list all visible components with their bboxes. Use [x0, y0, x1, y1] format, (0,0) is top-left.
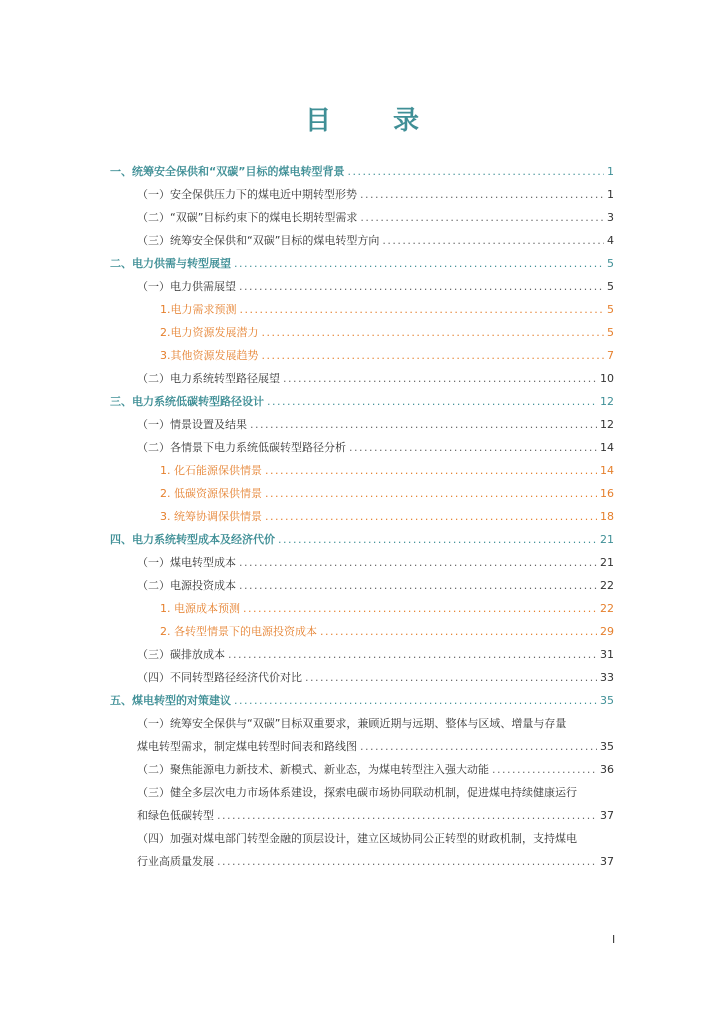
leader-dots: [262, 326, 605, 339]
leader-dots: [265, 464, 597, 477]
toc-entry-section-4[interactable]: 四、电力系统转型成本及经济代价 ..... 21: [110, 531, 614, 548]
toc-entry-4-1[interactable]: （一）煤电转型成本 ..... 21: [137, 554, 614, 571]
toc-entry-4-4[interactable]: （四）不同转型路径经济代价对比 ..... 33: [137, 669, 614, 686]
leader-dots: [239, 579, 597, 592]
toc-entry-section-1[interactable]: 一、统筹安全保供和“双碳”目标的煤电转型背景 ..... 1: [110, 163, 614, 180]
leader-dots: [283, 372, 597, 385]
toc-entry-5-2[interactable]: （二）聚焦能源电力新技术、新模式、新业态，为煤电转型注入强大动能 ..... 36: [137, 761, 614, 778]
toc-entry-1-1[interactable]: （一）安全保供压力下的煤电近中期转型形势 ..... 1: [137, 186, 614, 203]
page-number: I: [612, 933, 616, 946]
leader-dots: [360, 188, 604, 201]
leader-dots: [492, 763, 597, 776]
leader-dots: [265, 510, 597, 523]
toc-entry-1-3[interactable]: （三）统筹安全保供和“双碳”目标的煤电转型方向 ..... 4: [137, 232, 614, 249]
toc-entry-2-1[interactable]: （一）电力供需展望 ..... 5: [137, 278, 614, 295]
toc-entry-3-2-3[interactable]: 3. 统筹协调保供情景 ..... 18: [160, 508, 614, 525]
toc-entry-3-2[interactable]: （二）各情景下电力系统低碳转型路径分析 ..... 14: [137, 439, 614, 456]
toc-entry-3-2-1[interactable]: 1. 化石能源保供情景 ..... 14: [160, 462, 614, 479]
toc-entry-4-2-2[interactable]: 2. 各转型情景下的电源投资成本 ..... 29: [160, 623, 614, 640]
toc-entry-section-2[interactable]: 二、电力供需与转型展望 ..... 5: [110, 255, 614, 272]
toc-entry-2-1-3[interactable]: 3.其他资源发展趋势 ..... 7: [160, 347, 614, 364]
leader-dots: [320, 625, 597, 638]
leader-dots: [265, 487, 597, 500]
toc-entry-1-2[interactable]: （二）“双碳”目标约束下的煤电长期转型需求 ..... 3: [137, 209, 614, 226]
leader-dots: [250, 418, 597, 431]
leader-dots: [234, 257, 604, 270]
leader-dots: [305, 671, 597, 684]
toc-entry-4-2[interactable]: （二）电源投资成本 ..... 22: [137, 577, 614, 594]
toc-entry-5-4[interactable]: 行业高质量发展 ..... 37: [137, 853, 614, 870]
toc-entry-2-1-1[interactable]: 1.电力需求预测 ..... 5: [160, 301, 614, 318]
toc-entry-4-3[interactable]: （三）碳排放成本 ..... 31: [137, 646, 614, 663]
toc-entry-section-5[interactable]: 五、煤电转型的对策建议 ..... 35: [110, 692, 614, 709]
toc-entry-4-2-1[interactable]: 1. 电源成本预测 ..... 22: [160, 600, 614, 617]
leader-dots: [217, 809, 597, 822]
leader-dots: [347, 165, 604, 178]
leader-dots: [240, 303, 605, 316]
toc-entry-2-1-2[interactable]: 2.电力资源发展潜力 ..... 5: [160, 324, 614, 341]
toc-entry-5-1[interactable]: 煤电转型需求，制定煤电转型时间表和路线图 ..... 35: [137, 738, 614, 755]
toc-entry-section-3[interactable]: 三、电力系统低碳转型路径设计 ..... 12: [110, 393, 614, 410]
toc-entry-5-4-line1[interactable]: （四）加强对煤电部门转型金融的顶层设计，建立区域协同公正转型的财政机制，支持煤电: [137, 832, 577, 845]
leader-dots: [360, 211, 604, 224]
leader-dots: [243, 602, 597, 615]
toc-entry-5-3[interactable]: 和绿色低碳转型 ..... 37: [137, 807, 614, 824]
leader-dots: [239, 280, 604, 293]
leader-dots: [228, 648, 597, 661]
leader-dots: [278, 533, 597, 546]
toc-entry-5-3-line1[interactable]: （三）健全多层次电力市场体系建设，探索电碳市场协同联动机制，促进煤电持续健康运行: [137, 786, 577, 799]
leader-dots: [217, 855, 597, 868]
leader-dots: [262, 349, 605, 362]
toc-entry-3-1[interactable]: （一）情景设置及结果 ..... 12: [137, 416, 614, 433]
leader-dots: [382, 234, 604, 247]
leader-dots: [239, 556, 597, 569]
toc-entry-2-2[interactable]: （二）电力系统转型路径展望 ..... 10: [137, 370, 614, 387]
toc-entry-3-2-2[interactable]: 2. 低碳资源保供情景 ..... 16: [160, 485, 614, 502]
leader-dots: [234, 694, 597, 707]
leader-dots: [360, 740, 597, 753]
toc-title: 目 录: [304, 106, 437, 136]
toc-entry-5-1-line1[interactable]: （一）统筹安全保供与“双碳”目标双重要求，兼顾近期与远期、整体与区域、增量与存量: [137, 717, 567, 730]
leader-dots: [267, 395, 597, 408]
leader-dots: [349, 441, 597, 454]
